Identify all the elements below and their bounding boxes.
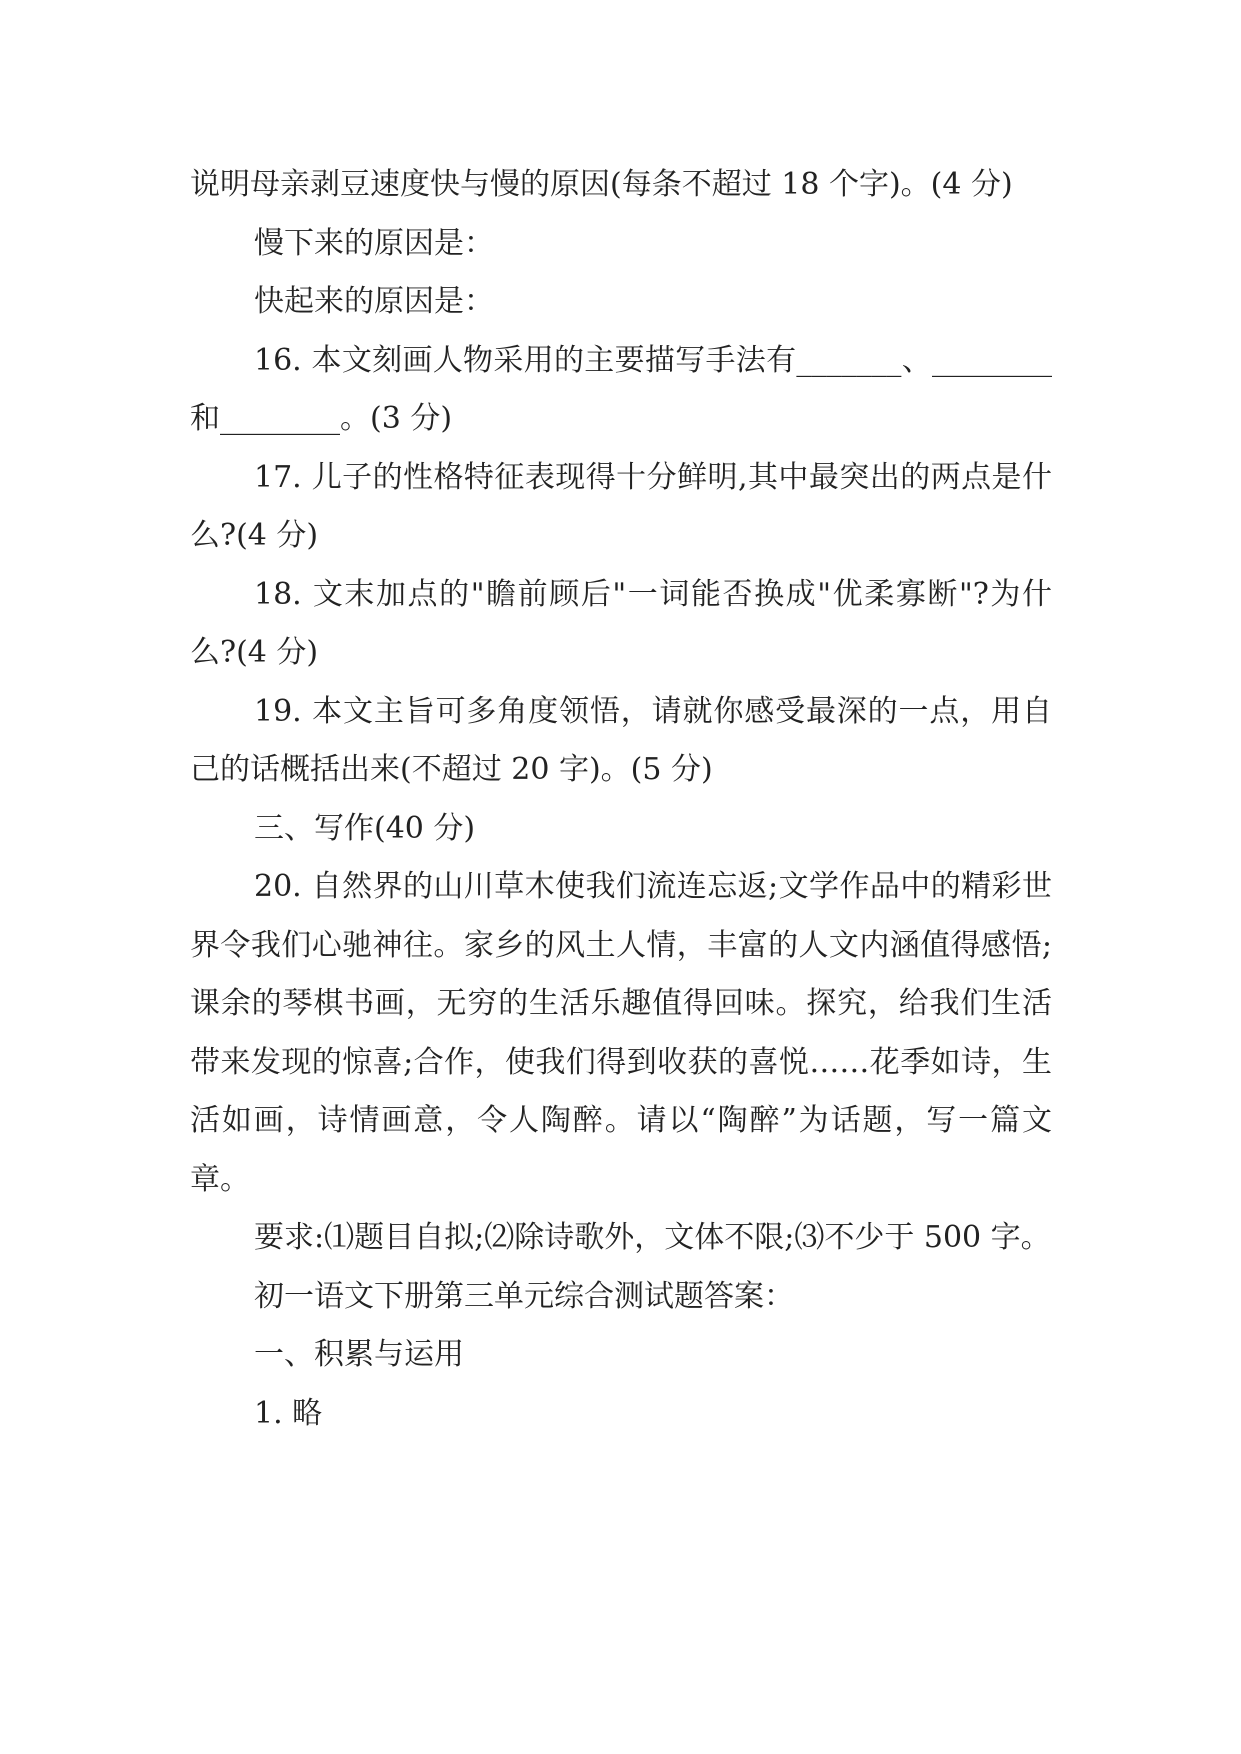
question-18: 18. 文末加点的"瞻前顾后"一词能否换成"优柔寡断"?为什么?(4 分) (190, 576, 1052, 670)
fast-reason-prompt: 快起来的原因是： (254, 284, 494, 319)
document-body (190, 156, 1052, 1443)
answer-key-title: 初一语文下册第三单元综合测试题答案： (254, 1278, 794, 1314)
question-16: 16. 本文刻画人物采用的主要描写手法有_______、________和________。(3 分) (190, 342, 1052, 436)
writing-requirements: 要求:⑴题目自拟;⑵除诗歌外，文体不限;⑶不少于 500 字。 (254, 1220, 1051, 1255)
answer-section-heading: 一、积累与运用 (254, 1337, 464, 1372)
question-19: 19. 本文主旨可多角度领悟，请就你感受最深的一点，用自己的话概括出来(不超过 20 字)。(5 分) (190, 693, 1052, 787)
question-17: 17. 儿子的性格特征表现得十分鲜明,其中最突出的两点是什么?(4 分) (190, 459, 1052, 553)
question-20: 20. 自然界的山川草木使我们流连忘返;文学作品中的精彩世界令我们心驰神往。家乡的风土人情，丰富的人文内涵值得感悟;课余的琴棋书画，无穷的生活乐趣值得回味。探究，给我们生活带来发现的惊喜;合作，使我们得到收获的喜悦……花季如诗，生活如画，诗情画意，令人陶醉。请以“陶醉”为话题，写一篇文章。 (190, 869, 1052, 1197)
slow-reason-prompt: 慢下来的原因是： (254, 225, 494, 261)
section-heading-writing: 三、写作(40 分) (254, 810, 476, 846)
question-15-continuation: 说明母亲剥豆速度快与慢的原因(每条不超过 18 个字)。(4 分) (190, 167, 1013, 202)
answer-item-1: 1. 略 (254, 1395, 323, 1431)
